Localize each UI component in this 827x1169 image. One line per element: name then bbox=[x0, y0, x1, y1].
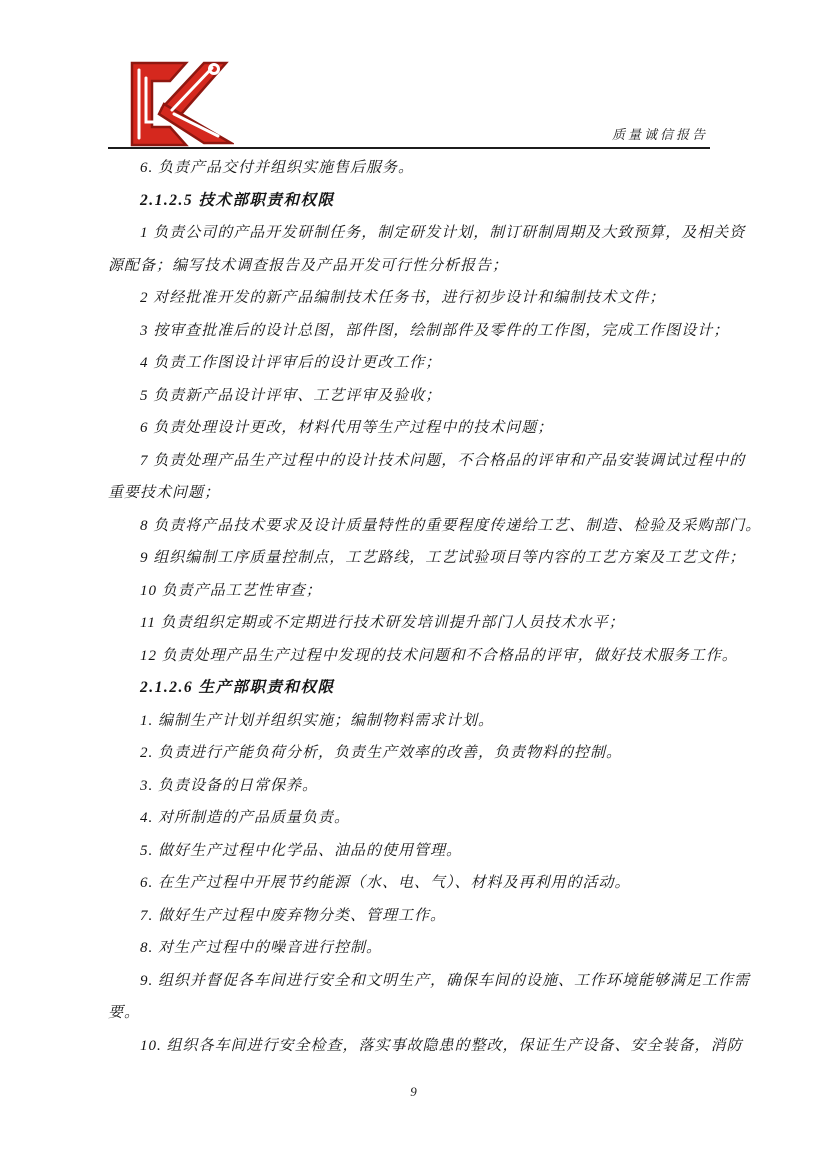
text-line: 5 负责新产品设计评审、工艺评审及验收； bbox=[140, 387, 442, 404]
text-line: 5. 做好生产过程中化学品、油品的使用管理。 bbox=[140, 842, 463, 859]
text-line: 1 负责公司的产品开发研制任务，制定研发计划，制订研制周期及大致预算，及相关资 bbox=[140, 225, 746, 241]
report-header-title: 质量诚信报告 bbox=[611, 127, 708, 142]
text-line: 9 组织编制工序质量控制点，工艺路线，工艺试验项目等内容的工艺方案及工艺文件； bbox=[140, 550, 746, 566]
text-line: 4. 对所制造的产品质量负责。 bbox=[140, 810, 351, 826]
text-line: 6. 负责产品交付并组织实施售后服务。 bbox=[140, 160, 415, 176]
text-line: 9. 组织并督促各车间进行安全和文明生产，确保车间的设施、工作环境能够满足工作需 bbox=[140, 972, 751, 989]
text-line: 1. 编制生产计划并组织实施；编制物料需求计划。 bbox=[140, 712, 495, 729]
text-line: 12 负责处理产品生产过程中发现的技术问题和不合格品的评审，做好技术服务工作。 bbox=[140, 647, 738, 664]
text-line: 3 按审查批准后的设计总图，部件图，绘制部件及零件的工作图，完成工作图设计； bbox=[140, 322, 730, 339]
text-line: 6. 在生产过程中开展节约能源（水、电、气）、材料及再利用的活动。 bbox=[140, 875, 631, 891]
text-line: 要。 bbox=[108, 1005, 141, 1021]
text-line: 8 负责将产品技术要求及设计质量特性的重要程度传递给工艺、制造、检验及采购部门。 bbox=[140, 517, 762, 534]
section-heading: 2.1.2.5 技术部职责和权限 bbox=[140, 191, 335, 209]
text-line: 7 负责处理产品生产过程中的设计技术问题，不合格品的评审和产品安装调试过程中的 bbox=[140, 452, 746, 469]
document-body bbox=[108, 152, 762, 1062]
text-line: 10. 组织各车间进行安全检查，落实事故隐患的整改，保证生产设备、安全装备，消防 bbox=[140, 1037, 743, 1054]
page-number: 9 bbox=[410, 1084, 417, 1099]
text-line: 4 负责工作图设计评审后的设计更改工作； bbox=[140, 355, 442, 371]
section-heading: 2.1.2.6 生产部职责和权限 bbox=[140, 679, 335, 696]
text-line: 10 负责产品工艺性审查； bbox=[140, 582, 322, 599]
text-line: 2 对经批准开发的新产品编制技术任务书，进行初步设计和编制技术文件； bbox=[140, 290, 666, 306]
text-line: 源配备；编写技术调查报告及产品开发可行性分析报告； bbox=[108, 257, 509, 274]
header-rule bbox=[108, 147, 710, 149]
text-line: 2. 负责进行产能负荷分析，负责生产效率的改善，负责物料的控制。 bbox=[140, 745, 623, 761]
text-line: 8. 对生产过程中的噪音进行控制。 bbox=[140, 940, 383, 956]
text-line: 11 负责组织定期或不定期进行技术研发培训提升部门人员技术水平； bbox=[140, 615, 625, 631]
text-line: 7. 做好生产过程中废弃物分类、管理工作。 bbox=[140, 907, 447, 924]
text-line: 重要技术问题； bbox=[108, 485, 221, 501]
text-line: 3. 负责设备的日常保养。 bbox=[140, 777, 319, 794]
text-line: 6 负责处理设计更改，材料代用等生产过程中的技术问题； bbox=[140, 420, 554, 436]
